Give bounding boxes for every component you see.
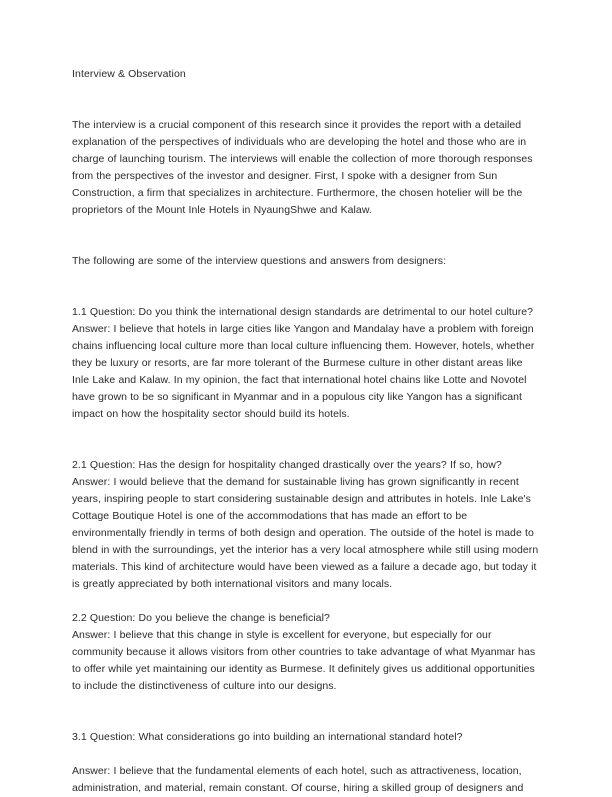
lead-in-paragraph: The following are some of the interview questions and answers from designers: [72,255,447,267]
spacer [72,83,540,117]
question-2-1: 2.1 Question: Has the design for hospitality changed drastically over the years? If so, how? [72,459,502,471]
answer-2-1: Answer: I would believe that the demand for sustainable living has grown significantly in recent years, inspiring people to start considering sustainable design and attributes in hotels. Inle Lake's Cottage Boutique Hotel is one of the accommodations that has made an effort to be environmentally friendly in terms of both design and operation. The outside of the hotel is made to blend in with the surroundings, yet the interior has a very local atmosphere while still using modern materials. This kind of architecture would have been viewed as a failure a decade ago, but today it is greatly appreciated by both international visitors and many locals. [72,476,539,590]
spacer [72,270,540,304]
intro-paragraph: The interview is a crucial component of this research since it provides the report with a detailed explanation of the perspectives of individuals who are developing the hotel and those who are in charge of launching tourism. The interviews will enable the collection of more thorough responses from the perspectives of the investor and designer. First, I spoke with a designer from Sun Construction, a firm that specializes in architecture. Furthermore, the chosen hotelier will be the proprietors of the Mount Inle Hotels in NyaungShwe and Kalaw. [72,119,533,216]
spacer [72,423,540,457]
page-title: Interview & Observation [72,68,186,80]
spacer [72,593,540,610]
spacer [72,219,540,253]
question-3-1: 3.1 Question: What considerations go into building an international standard hotel? [72,731,463,743]
spacer [72,695,540,729]
question-2-2: 2.2 Question: Do you believe the change is beneficial? [72,612,330,624]
answer-1-1: Answer: I believe that hotels in large cities like Yangon and Mandalay have a problem with foreign chains influencing local culture more than local culture influencing them. However, hotels, whether they be luxury or resorts, are far more tolerant of the Burmese culture in other distant areas like Inle Lake and Kalaw. In my opinion, the fact that international hotel chains like Lotte and Novotel have grown to be so significant in Myanmar and in a populous city like Yangon has a significant impact on how the hospitality sector should build its hotels. [72,323,535,420]
answer-3-1: Answer: I believe that the fundamental elements of each hotel, such as attractiveness, location, administration, and material, remain constant. Of course, hiring a skilled group of designers and [72,765,524,794]
answer-2-2: Answer: I believe that this change in style is excellent for everyone, but especially for our community because it allows visitors from other countries to take advantage of what Myanmar has to offer while yet maintaining our identity as Burmese. It definitely gives us additional opportunities to include the distinctiveness of culture into our designs. [72,629,536,692]
spacer [72,746,540,763]
document-body [72,66,540,797]
question-1-1: 1.1 Question: Do you think the international design standards are detrimental to our hotel culture? [72,306,534,318]
